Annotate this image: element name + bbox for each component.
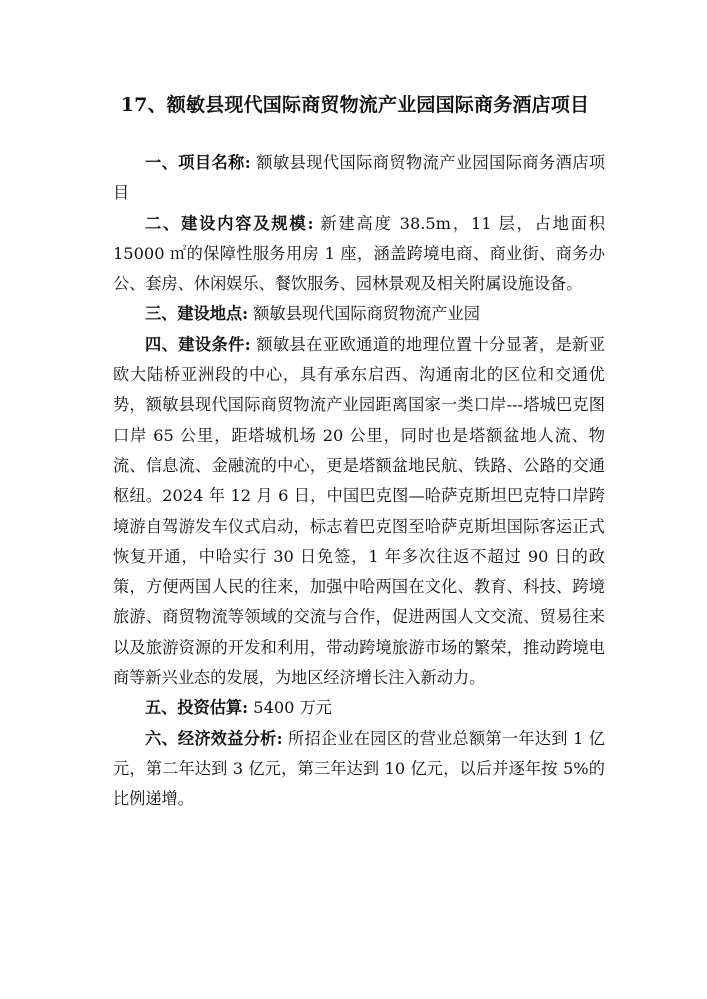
section-label: 三、建设地点: <box>145 304 249 324</box>
section-text: 新建高度 38.5m，11 层，占地面积 15000 ㎡的保障性服务用房 1 座，涵盖跨境电商、商业街、商务办公、套房、休闲娱乐、餐饮服务、园林景观及相关附属设施设备。 <box>113 213 605 294</box>
section-label: 四、建设条件: <box>145 334 251 354</box>
section-text: 额敏县现代国际商贸物流产业园国际商务酒店项目 <box>113 153 606 203</box>
document-title: 17、额敏县现代国际商贸物流产业园国际商务酒店项目 <box>120 94 590 116</box>
section-investment <box>113 693 605 723</box>
section-text: 所招企业在园区的营业总额第一年达到 1 亿元，第二年达到 3 亿元，第三年达到 10 亿元，以后并逐年按 5%的比例递增。 <box>113 728 605 809</box>
section-text: 额敏县在亚欧通道的地理位置十分显著，是新亚欧大陆桥亚洲段的中心，具有承东启西、沟通南北的区位和交通优势，额敏县现代国际商贸物流产业园距离国家一类口岸---塔城巴克图口岸 65 公里，距塔城机场 20 公里，同时也是塔额盆地人流、物流、信息流、金融流的中心，更是塔额盆地民航、铁路、公路的交通枢纽。2024 年 12 月 6 日，中国巴克图—哈萨克斯坦巴克特口岸跨境游自驾游发车仪式启动，标志着巴克图至哈萨克斯坦国际客运正式恢复开通，中哈实行 30 日免签，1 年多次往返不超过 90 日的政策，方便两国人民的往来，加强中哈两国在文化、教育、科技、跨境旅游、商贸物流等领域的交流与合作，促进两国人文交流、贸易往来以及旅游资源的开发和利用，带动跨境旅游市场的繁荣，推动跨境电商等新兴业态的发展，为地区经济增长注入新动力。 <box>113 334 606 688</box>
section-label: 一、项目名称: <box>145 153 251 172</box>
section-label: 六、经济效益分析: <box>145 728 283 748</box>
section-project-name <box>113 148 605 209</box>
section-label: 五、投资估算: <box>145 698 249 718</box>
section-construction-scale <box>113 209 605 300</box>
section-location <box>113 299 605 329</box>
document-body <box>113 148 605 815</box>
section-text: 5400 万元 <box>253 698 332 718</box>
section-label: 二、建设内容及规模: <box>145 213 314 233</box>
section-text: 额敏县现代国际商贸物流产业园 <box>253 304 480 324</box>
section-benefit-analysis <box>113 724 605 815</box>
section-conditions <box>113 330 605 694</box>
